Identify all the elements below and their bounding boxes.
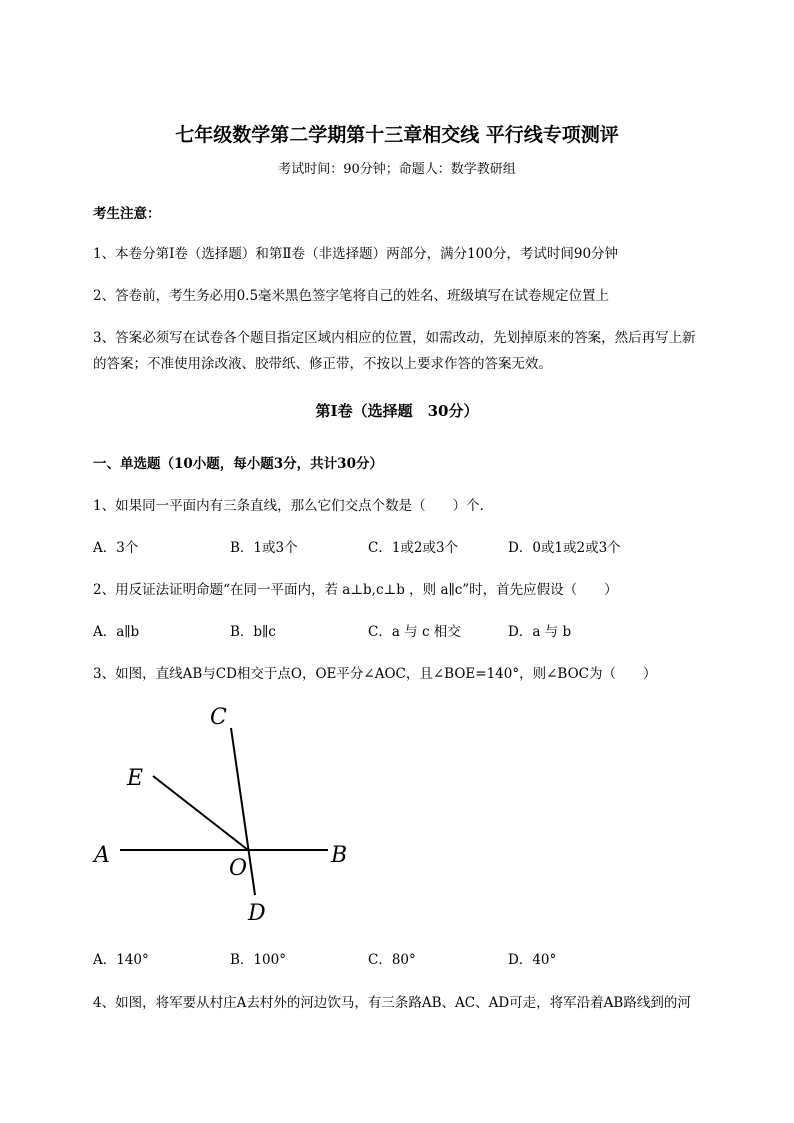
question-3-option-a: A．140°: [93, 952, 149, 968]
question-1-option-a: A．3个: [93, 540, 139, 556]
part-heading: 一、单选题（10小题，每小题3分，共计30分）: [93, 456, 383, 472]
question-2-option-b: B．b∥c: [230, 624, 276, 640]
question-2-option-c: C．a 与 c 相交: [368, 624, 461, 640]
question-3-option-d: D．40°: [508, 952, 557, 968]
label-e: E: [127, 766, 144, 791]
notice-item-3: 3、答案必须写在试卷各个题目指定区域内相应的位置，如需改动，先划掉原来的答案，然后再写上新: [93, 330, 696, 346]
question-4-stem: 4、如图，将军要从村庄A去村外的河边饮马，有三条路AB、AC、AD可走，将军沿着AB路线到的河: [93, 995, 691, 1011]
question-2-stem: 2、用反证法证明命题“在同一平面内，若 a⊥b,c⊥b ，则 a∥c”时，首先应假设（ ）: [93, 582, 618, 598]
notice-item-3-cont: 的答案；不准使用涂改液、胶带纸、修正带，不按以上要求作答的答案无效。: [93, 356, 552, 372]
question-1-option-d: D．0或1或2或3个: [508, 540, 621, 556]
question-1-option-c: C．1或2或3个: [368, 540, 459, 556]
question-3-option-b: B．100°: [230, 952, 286, 968]
exam-subtitle: 考试时间：90分钟；命题人：数学教研组: [278, 162, 516, 177]
notice-heading: 考生注意：: [93, 206, 161, 222]
section-title: 第Ⅰ卷（选择题 30分）: [315, 402, 479, 420]
notice-item-2: 2、答卷前，考生务必用0.5毫米黑色签字笔将自己的姓名、班级填写在试卷规定位置上: [93, 288, 610, 304]
question-3-option-c: C．80°: [368, 952, 416, 968]
question-2-option-d: D．a 与 b: [508, 624, 572, 640]
geometry-figure: [80, 690, 380, 935]
label-o: O: [229, 856, 248, 881]
label-b: B: [331, 843, 348, 868]
ray-oe: [153, 776, 248, 850]
question-2-option-a: A．a∥b: [93, 624, 140, 640]
exam-title: 七年级数学第二学期第十三章相交线 平行线专项测评: [175, 124, 619, 146]
label-d: D: [248, 901, 266, 926]
label-c: C: [210, 705, 227, 730]
question-1-option-b: B．1或3个: [230, 540, 298, 556]
notice-item-1: 1、本卷分第Ⅰ卷（选择题）和第Ⅱ卷（非选择题）两部分，满分100分，考试时间90分钟: [93, 246, 619, 262]
label-a: A: [94, 843, 110, 868]
question-3-stem: 3、如图，直线AB与CD相交于点O，OE平分∠AOC，且∠BOE=140°，则∠BOC为（ ）: [93, 666, 657, 682]
question-1-stem: 1、如果同一平面内有三条直线，那么它们交点个数是（ ）个．: [93, 498, 494, 514]
